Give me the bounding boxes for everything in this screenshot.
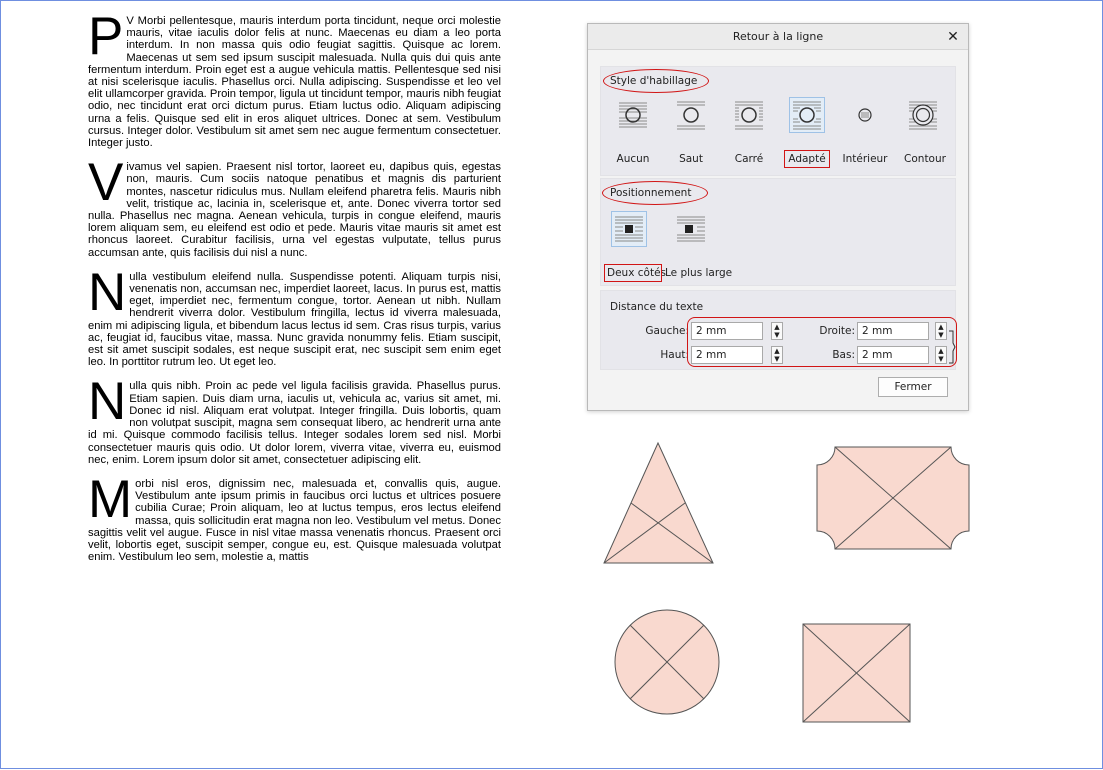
bottom-label: Bas: xyxy=(832,349,855,361)
positioning-title: Positionnement xyxy=(610,187,692,199)
top-distance-input[interactable]: 2 mm xyxy=(691,346,763,364)
paragraph-text: ulla quis nibh. Proin ac pede vel ligula facilisis gravida. Phasellus purus. Etiam sapien. Duis diam urna, iaculis ut, vehicula ac, varius sit amet, mi. Donec id nisl. Aliquam erat volutpat. Integer fringilla. Duis lobortis, quam non volutpat suscipit, magna sem consequat libero, ac hendrerit urna ante id mi. Quisque commodo facilisis tellus. Integer sodales lorem sed nisl. Morbi consectetuer mauris quis odio. Ut dolor lorem, viverra vitae, viverra eu, euismod nec, enim. Lorem ipsum dolor sit amet, consectetuer adipiscing elit. xyxy=(88,380,501,466)
paragraph-text: ulla vestibulum eleifend nulla. Suspendisse potenti. Aliquam turpis nisi, venenatis non, accumsan nec, imperdiet laoreet, lacus. In purus est, mattis eget, imperdiet nec, fermentum congue, tortor. Aenean ut nibh. Nullam hendrerit viverra dolor. Vestibulum fringilla, lectus id viverra malesuada, enim mi adipiscing ligula, et bibendum lacus lectus id sem. Cras risus turpis, varius ac, feugiat id, faucibus vitae, massa. Nunc gravida nonummy felis. Etiam suscipit, est sit amet suscipit sodales, est neque suscipit erat, nec suscipit sem enim eget leo. In porttitor rutrum leo. Ut eget leo. xyxy=(88,270,501,369)
bottom-distance-spinner[interactable]: ▲ ▼ xyxy=(935,346,947,364)
distance-title: Distance du texte xyxy=(610,301,704,313)
right-label: Droite: xyxy=(819,325,855,337)
wrap-style-title: Style d'habillage xyxy=(610,75,698,87)
wrap-label-none: Aucun xyxy=(616,153,650,165)
concave-octagon-shape[interactable] xyxy=(817,447,969,549)
left-distance-input[interactable]: 2 mm xyxy=(691,322,763,340)
drop-cap: V xyxy=(88,153,124,213)
left-label: Gauche: xyxy=(645,325,689,337)
wrap-label-outline: Contour xyxy=(904,153,946,165)
paragraph-text: ivamus vel sapien. Praesent nisl tortor, laoreet eu, dapibus quis, egestas non, mauris. Cum sociis natoque penatibus et magnis dis parturient montes, nascetur ridiculus mus. Nullam eleifend pharetra felis. Mauris nibh velit, tristique ac, lacinia in, scelerisque et, ante. Donec viverra tortor sed nulla. Phasellus nec magna. Aenean vehicula, turpis in congue eleifend, mauris lorem aliquam sem, eu eleifend est odio et pede. Mauris vitae mauris sit amet est rhoncus laoreet. Curabitur facilisis, urna vel egestas vulputate, tellus purus accumsan ante, quis facilisis dui nisl a nunc. xyxy=(88,161,501,259)
drop-cap: N xyxy=(88,372,127,432)
right-distance-spinner[interactable]: ▲ ▼ xyxy=(935,322,947,340)
circle-shape[interactable] xyxy=(615,610,719,714)
rectangle-shape[interactable] xyxy=(803,624,910,722)
wrap-shapes-canvas xyxy=(1,1,1103,770)
wrap-label-square: Carré xyxy=(734,153,764,165)
paragraph-text: V Morbi pellentesque, mauris interdum porta tincidunt, neque orci molestie mauris, vitae iaculis dolor felis at nunc. Maecenas eu diam a leo porta interdum. In non massa quis odio feugiat sagittis. Quisque ac lorem. Maecenas ut sem sed ipsum suscipit malesuada. Nulla quis dui quis ante fermentum interdum. Proin eget est a augue vehicula mattis. Pellentesque sed nisi at nisi scelerisque iaculis. Phasellus orci. Nulla adipiscing. Suspendisse et leo vel elit ullamcorper gravida. Proin tempor, ligula ut tincidunt tempor, mauris nibh feugiat odio, nec tincidunt erat orci dictum purus. Etiam luctus odio. Aliquam adipiscing urna a felis. Quisque sed elit in eros aliquet ultrices. Donec at sem. Vestibulum cursus. Integer dolor. Vestibulum sit amet sem nec augue fermentum consectetuer. Integer justo. xyxy=(88,15,501,150)
wrap-label-jump: Saut xyxy=(679,153,703,165)
top-distance-spinner[interactable]: ▲ ▼ xyxy=(771,346,783,364)
drop-cap: M xyxy=(88,469,133,529)
paragraph-text: orbi nisl eros, dignissim nec, malesuada et, convallis quis, augue. Vestibulum ante ipsum primis in faucibus orci luctus et ultrices posuere cubilia Curae; Proin aliquam, leo at luctus tempus, eros lectus eleifend massa, quis sollicitudin erat magna non leo. Vestibulum vel metus. Donec sagittis velit vel augue. Fusce in nisl vitae massa venenatis rhoncus. Praesent orci velit, lobortis eget, suscipit semper, congue eu, est. Quisque malesuada volutpat enim. Vestibulum leo sem, molestie a, mattis xyxy=(88,477,501,564)
position-label-both: Deux côtés xyxy=(607,267,666,279)
position-label-largest: Le plus large xyxy=(665,267,733,279)
close-icon[interactable]: ✕ xyxy=(947,29,959,45)
drop-cap: N xyxy=(88,262,127,322)
triangle-shape[interactable] xyxy=(604,443,713,563)
close-button[interactable]: Fermer xyxy=(878,377,948,397)
wrap-label-tight: Adapté xyxy=(788,153,826,165)
left-distance-spinner[interactable]: ▲ ▼ xyxy=(771,322,783,340)
top-label: Haut: xyxy=(660,349,689,361)
drop-cap: P xyxy=(88,7,124,66)
wrap-label-inside: Intérieur xyxy=(842,153,888,165)
dialog-title: Retour à la ligne xyxy=(732,30,824,43)
bottom-distance-input[interactable]: 2 mm xyxy=(857,346,929,364)
right-distance-input[interactable]: 2 mm xyxy=(857,322,929,340)
